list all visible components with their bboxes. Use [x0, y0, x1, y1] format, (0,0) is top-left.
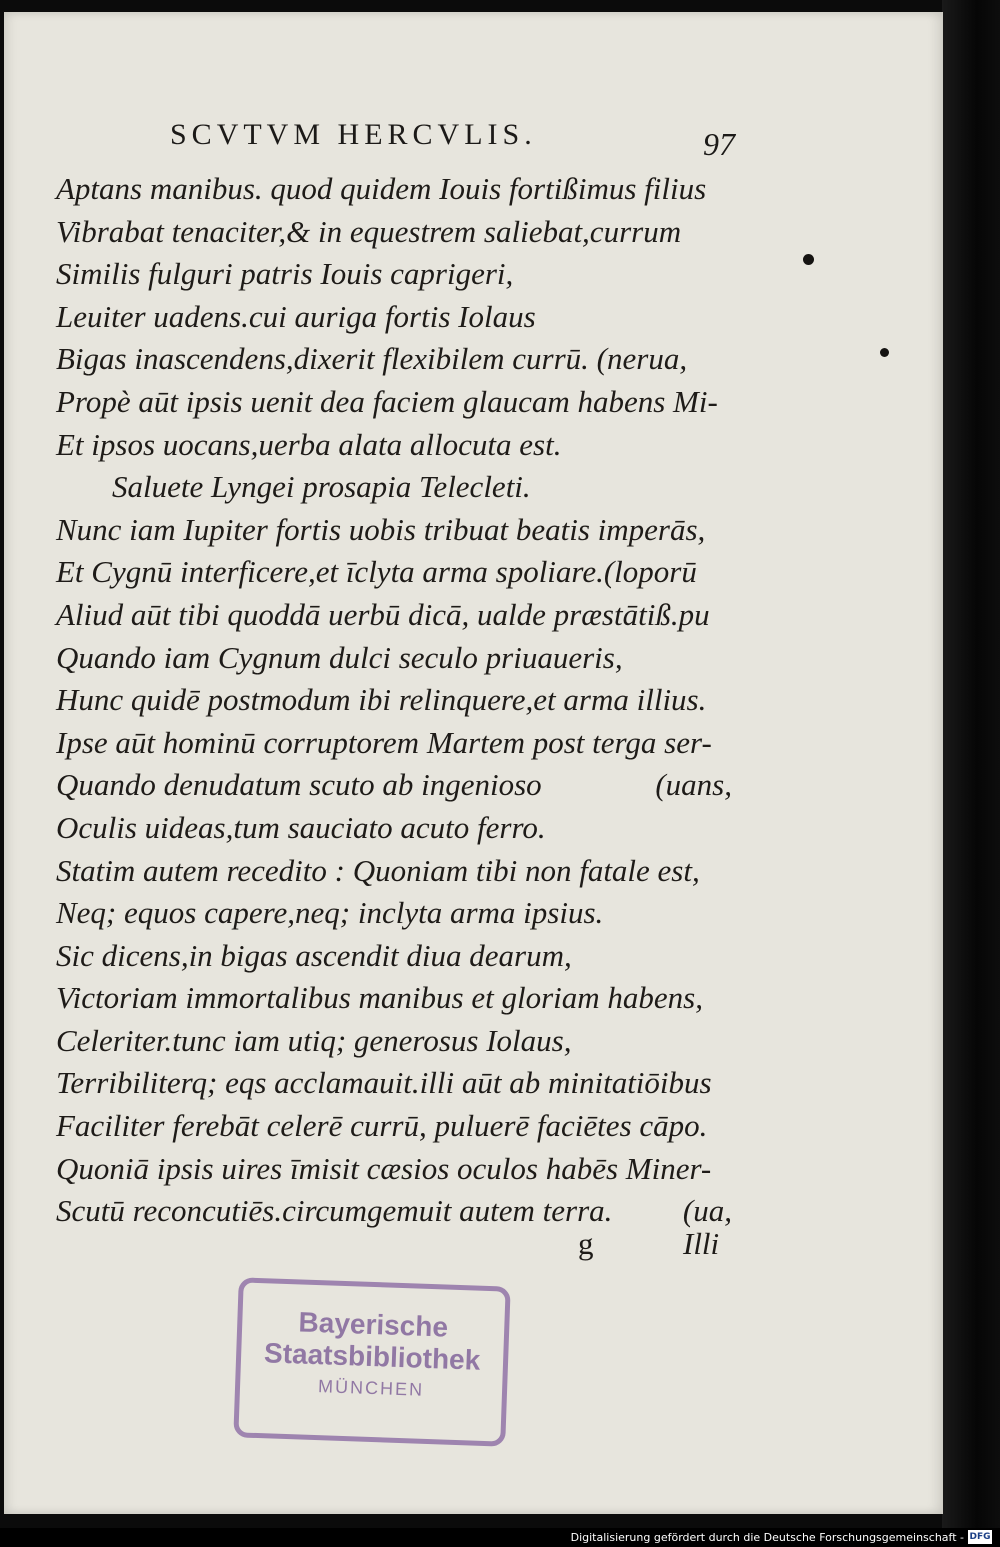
- line-text: Vibrabat tenaciter,& in equestrem saliebat,currum: [56, 213, 682, 249]
- running-head: SCVTVM HERCVLIS.: [170, 118, 537, 151]
- ink-spot: [880, 348, 889, 357]
- text-line: [56, 892, 756, 935]
- line-text: Quando iam Cygnum dulci seculo priuaueris,: [56, 639, 623, 675]
- stamp-line: Bayerische: [298, 1306, 449, 1343]
- text-line: [56, 1020, 756, 1063]
- line-text: Aliud aūt tibi quoddā uerbū dicā, ualde præstātiß.pu: [56, 596, 710, 632]
- text-line: [56, 1105, 756, 1148]
- text-line: [56, 424, 756, 467]
- text-line: [56, 338, 756, 381]
- dfg-logo: DFG: [969, 1532, 991, 1542]
- text-line: [56, 551, 756, 594]
- line-text: Similis fulguri patris Iouis caprigeri,: [56, 256, 514, 292]
- text-line: [56, 253, 756, 296]
- line-text: Faciliter ferebāt celerē currū, puluerē faciētes cāpo.: [56, 1108, 708, 1144]
- ink-spot: [803, 254, 814, 265]
- line-text: Nunc iam Iupiter fortis uobis tribuat beatis imperās,: [56, 511, 706, 547]
- text-line: [56, 850, 756, 893]
- line-text: Bigas inascendens,dixerit flexibilem currū. (nerua,: [56, 341, 688, 377]
- line-text: Quando denudatum scuto ab ingenioso: [56, 767, 542, 803]
- text-line: [56, 1062, 756, 1105]
- text-line: [56, 1190, 756, 1233]
- poem-text: [56, 168, 756, 1233]
- line-text: Et ipsos uocans,uerba alata allocuta est.: [56, 426, 562, 462]
- line-text: Leuiter uadens.cui auriga fortis Iolaus: [56, 298, 536, 334]
- line-text: Statim autem recedito : Quoniam tibi non fatale est,: [56, 852, 700, 888]
- text-line: [56, 466, 756, 509]
- text-line: [56, 509, 756, 552]
- stamp-line: Staatsbibliothek: [263, 1337, 481, 1376]
- line-text: Quoniā ipsis uires īmisit cæsios oculos habēs Miner-: [56, 1150, 712, 1186]
- funding-credit: Digitalisierung gefördert durch die Deutsche Forschungsgemeinschaft -: [570, 1531, 964, 1544]
- stamp-line: MÜNCHEN: [317, 1376, 425, 1400]
- text-line: [56, 211, 756, 254]
- text-line: [56, 807, 756, 850]
- book-edge: [942, 0, 1000, 1528]
- line-text: Hunc quidē postmodum ibi relinquere,et arma illius.: [56, 682, 707, 718]
- line-text: Celeriter.tunc iam utiq; generosus Iolaus,: [56, 1022, 572, 1058]
- text-line: [56, 594, 756, 637]
- line-text: Oculis uideas,tum sauciato acuto ferro.: [56, 809, 546, 845]
- page-number: 97: [703, 126, 735, 162]
- line-overflow-note: (ua,: [682, 1193, 732, 1229]
- line-text: Sic dicens,in bigas ascendit diua dearum,: [56, 937, 572, 973]
- text-line: [56, 935, 756, 978]
- line-text: Victoriam immortalibus manibus et gloriam habens,: [56, 980, 703, 1016]
- signature-mark: g: [578, 1226, 594, 1261]
- text-line: [56, 296, 756, 339]
- line-text: Aptans manibus. quod quidem Iouis fortißimus filius: [56, 171, 707, 206]
- text-line: [56, 381, 756, 424]
- line-text: Et Cygnū interficere,et īclyta arma spoliare.(loporū: [56, 554, 697, 590]
- text-line: [56, 168, 756, 211]
- text-line: [56, 722, 756, 765]
- catchword: Illi: [683, 1226, 720, 1261]
- line-overflow-note: (uans,: [655, 767, 732, 803]
- text-line: [56, 637, 756, 680]
- library-stamp: [233, 1277, 510, 1446]
- line-text: Propè aūt ipsis uenit dea faciem glaucam habens Mi-: [56, 383, 718, 419]
- line-text: Scutū reconcutiēs.circumgemuit autem terra.: [56, 1193, 613, 1229]
- text-line: [56, 679, 756, 722]
- text-line: [56, 764, 756, 807]
- line-text: Terribiliterq; eqs acclamauit.illi aūt ab minitatiōibus: [56, 1065, 712, 1101]
- line-text: Saluete Lyngei prosapia Telecleti.: [112, 469, 531, 505]
- text-line: [56, 1148, 756, 1191]
- line-text: Ipse aūt hominū corruptorem Martem post terga ser-: [56, 724, 712, 760]
- text-line: [56, 977, 756, 1020]
- line-text: Neq; equos capere,neq; inclyta arma ipsius.: [56, 895, 604, 931]
